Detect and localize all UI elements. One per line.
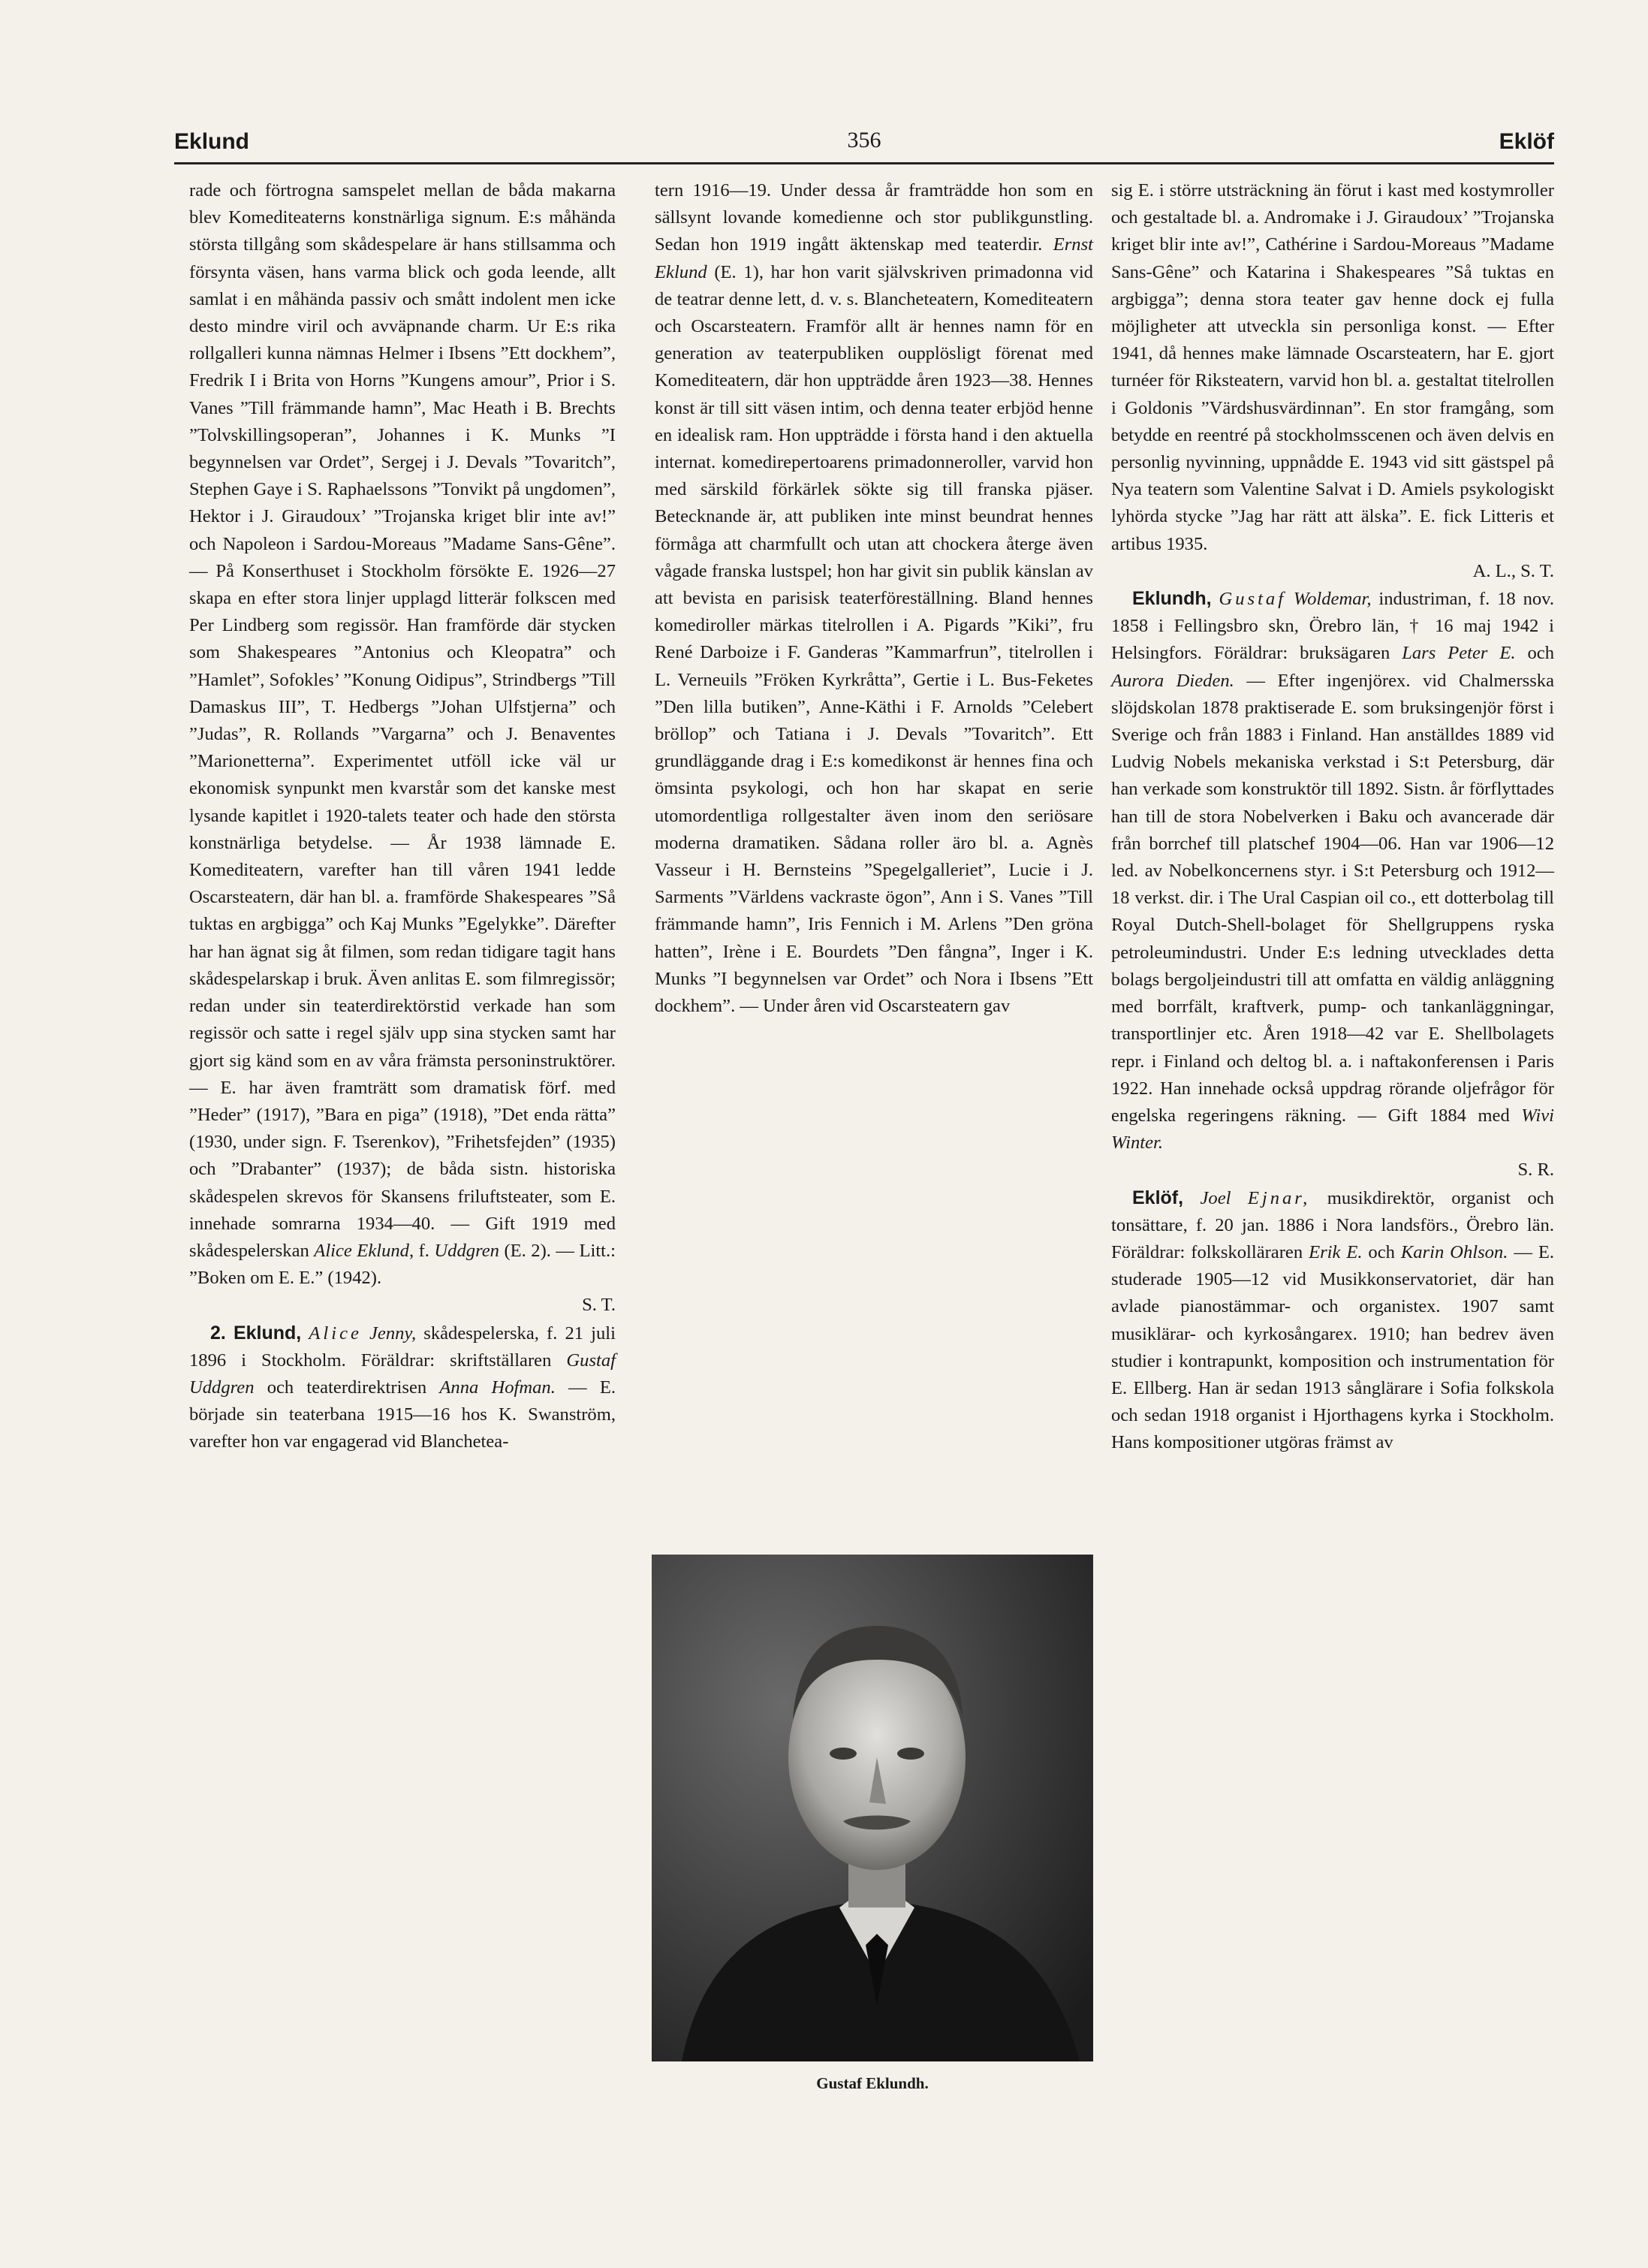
entry-eklund-alice: 2. Eklund, Alice Jenny, skådespelerska, f. 21 juli 1896 i Stockholm. Föräldrar: skriftställaren Gustaf Uddgren och teaterdirektrisen Anna Hofman. — E. började sin teaterbana 1915—16 hos K. Swanström, varefter hon var engagerad vid Blanchetea- <box>189 1322 616 1452</box>
column-2 <box>655 177 1093 1020</box>
column-1 <box>189 177 616 1456</box>
entry-eklundh-gustaf: Eklundh, Gustaf Woldemar, industriman, f. 18 nov. 1858 i Fellingsbro skn, Örebro län, † 16 maj 1942 i Helsingfors. Föräldrar: bruksägaren Lars Peter E. och Aurora Dieden. — Efter ingenjörex. vid Chalmersska slöjdskolan 1878 praktiserade E. som bruksingenjör först i Sverige och från 1883 i Finland. Han anställdes 1889 vid Ludvig Nobels mekaniska verkstad i S:t Petersburg, där han verkade som konstruktör till 1892. Sistn. år förflyttades han till de stora Nobelverken i Baku och avancerade där från borrchef till platschef 1904—06. Han var 1906—12 led. av Nobelkoncernens styr. i S:t Petersburg och 1912—18 verkst. dir. i The Ural Caspian oil co., ett dotterbolag till Royal Dutch-Shell-bolaget för Shellgruppens ryska petroleumindustri. Under E:s ledning utvecklades detta bolags bergoljeindustri till att omfatta en väldig anläggning med borrfält, kraftverk, pump- och tankanläggningar, transportlinjer etc. Åren 1918—42 var E. Shellbolagets repr. i Finland och deltog bl. a. i naftakonferensen i Paris 1922. Han innehade också uppdrag rörande oljefrågor för engelska regeringens räkning. — Gift 1884 med Wivi Winter. S. R. <box>1111 585 1554 1184</box>
column-3 <box>1111 177 1554 1457</box>
header-right-word: Eklöf <box>1499 129 1554 154</box>
lemma-number: 2. <box>210 1322 226 1344</box>
portrait-caption: Gustaf Eklundh. <box>816 2074 929 2092</box>
entry-eklund-alice-continued: tern 1916—19. Under dessa år framträdde hon som en sällsynt lovande komedienne och stor publikgunstling. Sedan hon 1919 ingått äktenskap med teaterdir. Ernst Eklund (E. 1), har hon varit självskriven primadonna vid de teatrar denne lett, d. v. s. Blancheteatern, Komediteatern och Oscarsteatern. Framför allt är hennes namn för en generation av teaterpubliken oupplösligt förenat med Komediteatern, där hon uppträdde åren 1923—38. Hennes konst är till sitt väsen intim, och denna teater erbjöd henne en idealisk ram. Hon uppträdde i första hand i den aktuella internat. komedirepertoarens primadonneroller, varvid hon med särskild förkärlek sökte sig till franska pjäser. Betecknande är, att publiken inte minst beundrat hennes förmåga att charmfullt och utan att chockera återge även vågade franska lustspel; hon har givit sin publik känslan av att bevista en parisisk teaterföreställning. Bland hennes komediroller märkas titelrollen i A. Pigards ”Kiki”, fru René Darboize i F. Ganderas ”Kammarfrun”, titelrollen i L. Verneuils ”Fröken Kyrkråtta”, Gertie i L. Bus-Feketes ”Den lilla butiken”, Anne-Käthi i F. Arnolds ”Celebert bröllop” och Tatiana i J. Devals ”Tovaritch”. Ett grundläggande drag i E:s komedikonst är hennes fina och ömsinta psykologi, och hon har skapat en serie utomordentliga rollgestalter även inom den seriösare moderna dramatiken. Sådana roller äro bl. a. Agnès Vasseur i H. Bernsteins ”Spegelgalleriet”, Lucie i J. Sarments ”Världens vackraste ögon”, Ann i S. Vanes ”Till främmande hamn”, Iris Fennich i M. Arlens ”Den gröna hatten”, Irène i E. Bourdets ”Den fångna”, Inger i K. Munks ”I begynnelsen var Ordet” och Nora i Ibsens ”Ett dockhem”. — Under åren vid Oscarsteatern gav <box>655 180 1093 1017</box>
signature: A. L., S. T. <box>1472 560 1554 581</box>
signature: S. R. <box>1517 1160 1554 1181</box>
page-number: 356 <box>847 128 881 152</box>
portrait-illustration <box>652 1555 1093 2061</box>
lemma-heading: Eklund, <box>233 1322 302 1344</box>
header-left-word: Eklund <box>174 129 250 154</box>
entry-eklof-joel-ejnar: Eklöf, Joel Ejnar, musikdirektör, organist och tonsättare, f. 20 jan. 1886 i Nora landsförs., Örebro län. Föräldrar: folkskolläraren Erik E. och Karin Ohlson. — E. studerade 1905—12 vid Musikkonservatoriet, där han avlade pianostämmar- och organistex. 1907 samt musiklärar- och kyrkosångarex. 1910; han bedrev även studier i kontrapunkt, komposition och instrumentation för E. Ellberg. Han är sedan 1913 sånglärare i Sofia folkskola och sedan 1918 organist i Hjorthagens kyrka i Stockholm. Hans kompositioner utgöras främst av <box>1111 1187 1554 1453</box>
portrait-photo-gustaf-eklundh <box>652 1555 1093 2061</box>
signature: S. T. <box>582 1295 616 1316</box>
lemma-heading: Eklundh, <box>1132 588 1212 610</box>
lemma-heading: Eklöf, <box>1132 1187 1184 1208</box>
entry-eklund-ernst-continued: rade och förtrogna samspelet mellan de båda makarna blev Komediteaterns konstnärliga signum. E:s måhända största tillgång som skådespelare är hans stillsamma och försynta väsen, hans varma blick och goda leende, allt samlat i en måhända passiv och smått indolent men icke desto mindre viril och avväpnande charm. Ur E:s rika rollgalleri kunna nämnas Helmer i Ibsens ”Ett dockhem”, Fredrik I i Brita von Horns ”Kungens amour”, Prior i S. Vanes ”Till främmande hamn”, Mac Heath i B. Brechts ”Tolvskillingsoperan”, Johannes i K. Munks ”I begynnelsen var Ordet”, Sergej i J. Devals ”Tovaritch”, Stephen Gaye i S. Raphaelssons ”Tonvikt på ungdomen”, Hektor i J. Giraudoux’ ”Trojanska kriget blir inte av!” och Napoleon i Sardou-Moreaus ”Madame Sans-Gêne”. — På Konserthuset i Stockholm försökte E. 1926—27 skapa en efter stora linjer upplagd litterär folkscen med Per Lindberg som regissör. Han framförde där stycken som Shakespeares ”Antonius och Kleopatra” och ”Hamlet”, Sofokles’ ”Konung Oidipus”, Strindbergs ”Till Damaskus III”, T. Hedbergs ”Johan Ulfstjerna” och ”Judas”, R. Rollands ”Vargarna” och J. Benaventes ”Marionetterna”. Experimentet utföll icke väl ur ekonomisk synpunkt men kvarstår som det kanske mest lysande kapitlet i 1920-talets teater och hade den största konstnärliga betydelse. — År 1938 lämnade E. Komediteatern, varefter han till våren 1941 ledde Oscarsteatern, där han bl. a. framförde Shakespeares ”Så tuktas en argbigga” och Kaj Munks ”Egelykke”. Därefter har han ägnat sig åt filmen, som redan tidigare tagit hans skådespelarskap i bruk. Även anlitas E. som filmregissör; redan under sin teaterdirektörstid verkade han som regissör och satte i regel själv upp sina stycken samt har gjort sig känd som en av våra främsta personinstruktörer. — E. har även framträtt som dramatisk förf. med ”Heder” (1917), ”Bara en piga” (1918), ”Det enda rätta” (1930, under sign. F. Tserenkov), ”Frihetsfejden” (1935) och ”Drabanter” (1937); de båda sistn. historiska skådespelen skrevos för Skansens friluftsteater, som E. innehade somrarna 1934—40. — Gift 1919 med skådespelerskan Alice Eklund, f. Uddgren (E. 2). — Litt.: ”Boken om E. E.” (1942). S. T. <box>189 177 616 1319</box>
running-header <box>174 125 1554 164</box>
entry-eklund-alice-end: sig E. i större utsträckning än förut i kast med kostymroller och gestaltade bl. a. Andromake i J. Giraudoux’ ”Trojanska kriget blir inte av!”, Cathérine i Sardou-Moreaus ”Madame Sans-Gêne” och Katarina i Shakespeares ”Så tuktas en argbigga”; denna stora teater gav henne dock ej fulla möjligheter att utveckla sin personliga konst. — Efter 1941, då hennes make lämnade Oscarsteatern, har E. gjort turnéer för Riksteatern, varvid hon bl. a. gestaltat titelrollen i Goldonis ”Värdshusvärdinnan”. En stor framgång, som betydde en reentré på stockholmsscenen och även delvis en personlig nyvinning, uppnådde E. 1943 vid sitt gästspel på Nya teatern som Valentine Salvat i D. Amiels psykologiskt lyhörda stycke ”Jag har rätt att älska”. E. fick Litteris et artibus 1935. A. L., S. T. <box>1111 177 1554 585</box>
